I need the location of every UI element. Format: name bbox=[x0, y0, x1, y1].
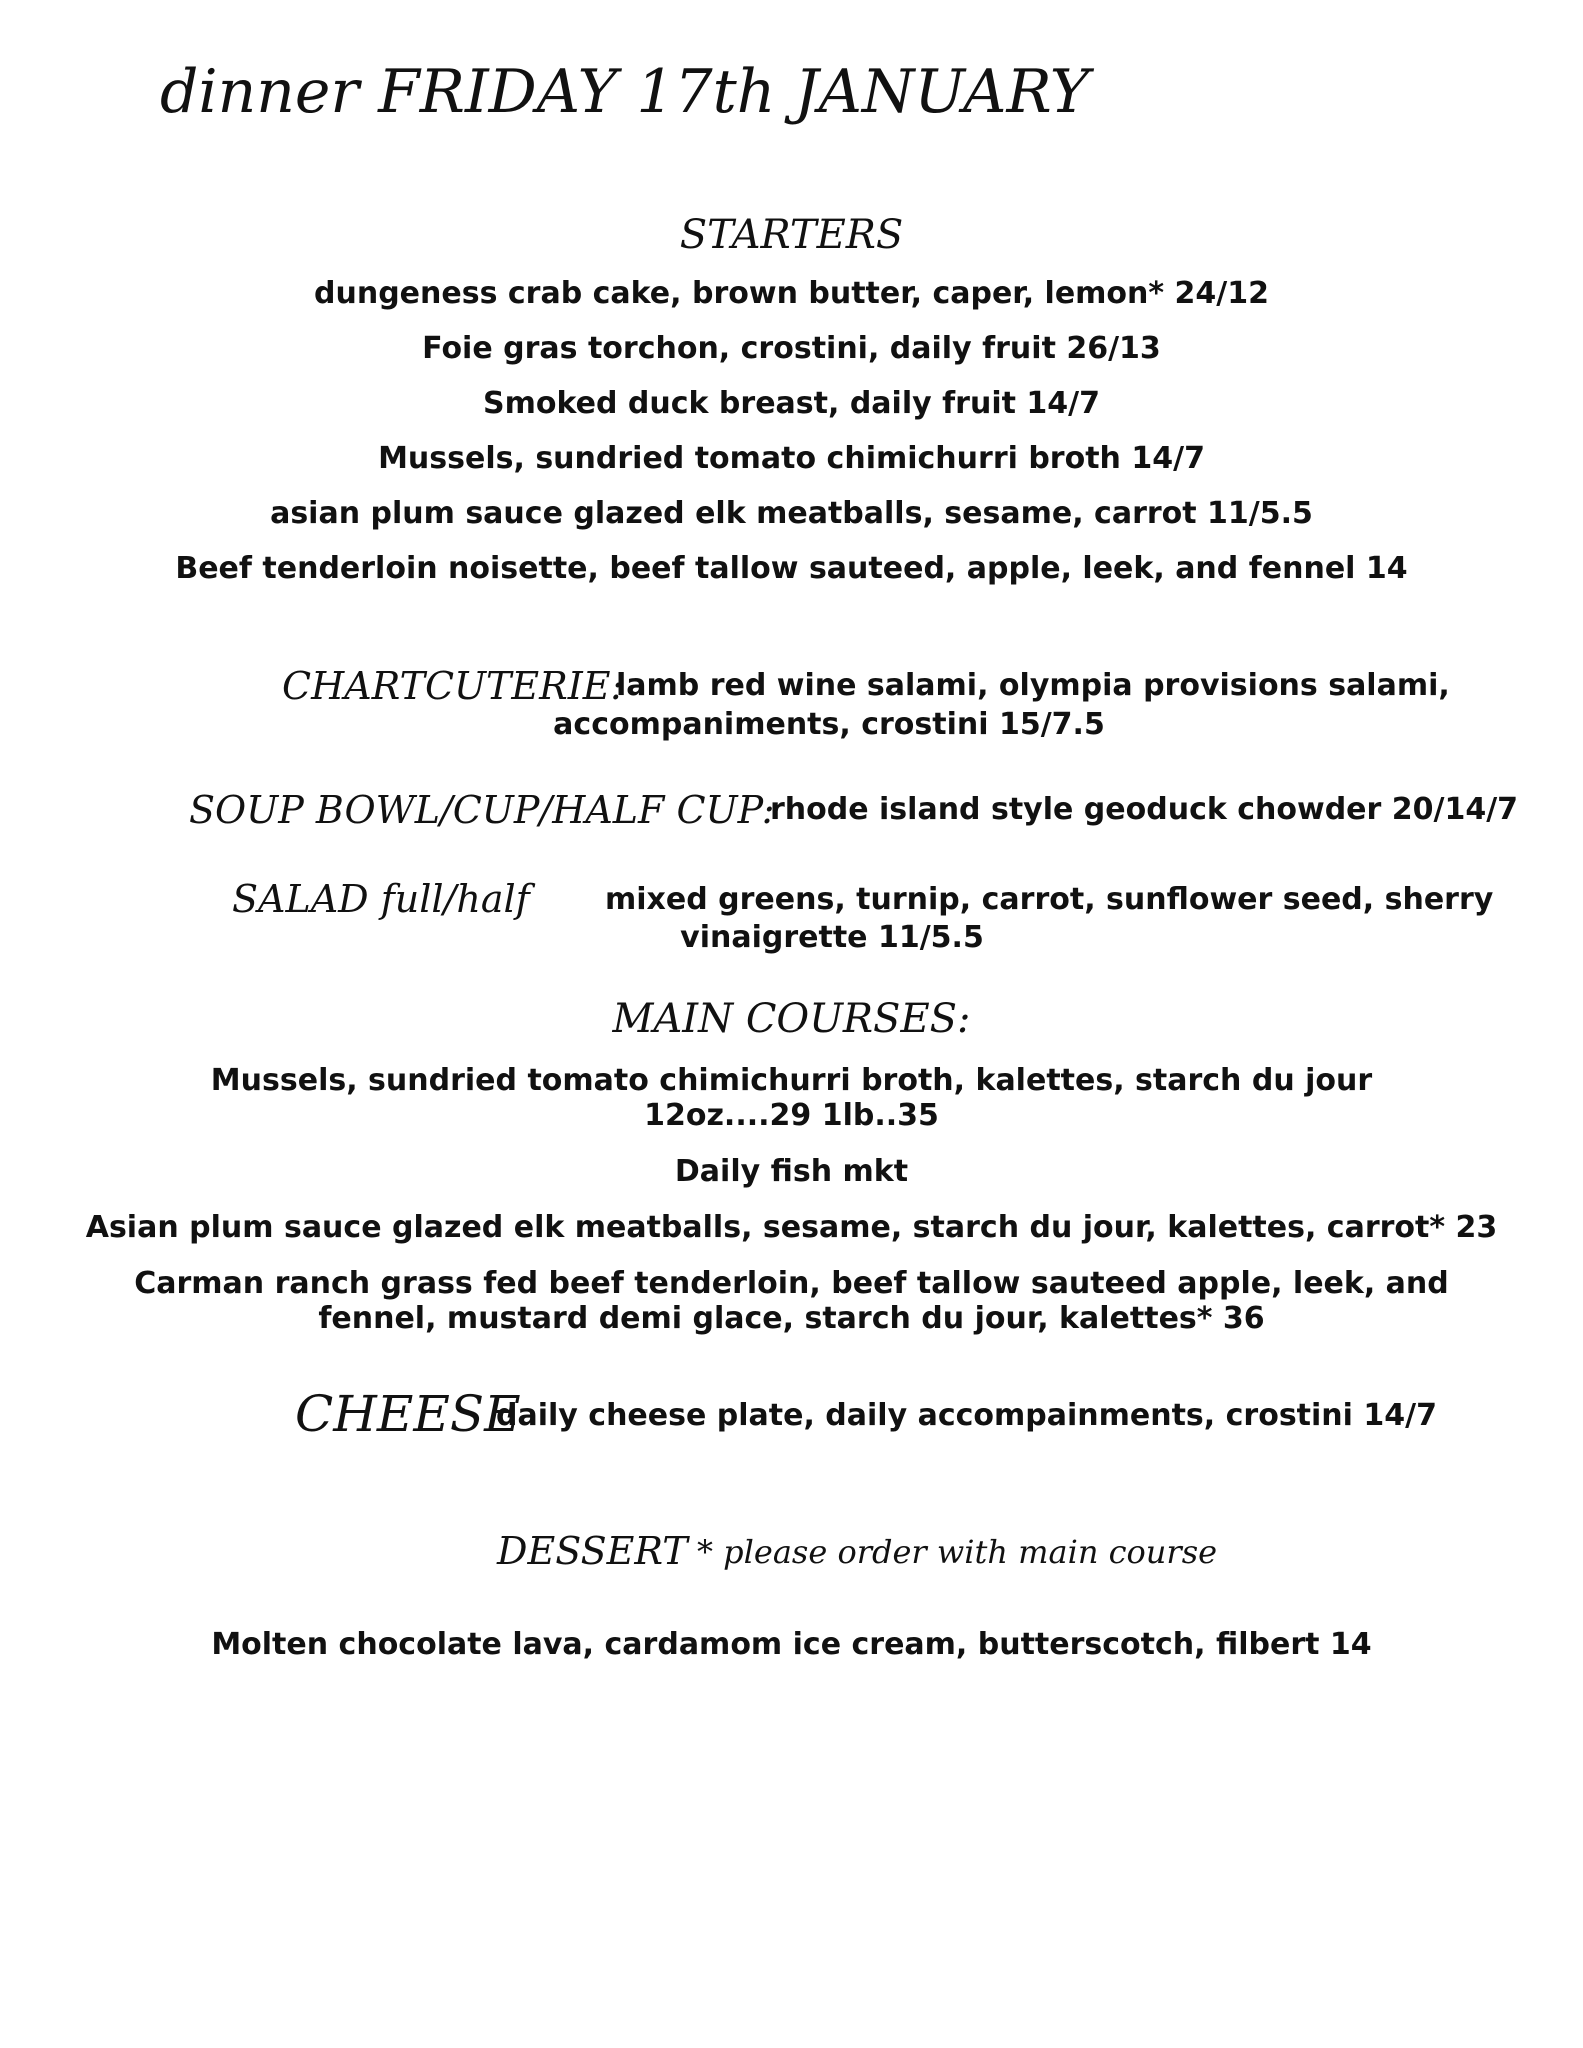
charcuterie-line: lamb red wine salami, olympia provisions salami, bbox=[616, 668, 1450, 703]
main-courses-heading: MAIN COURSES: bbox=[612, 996, 971, 1042]
starter-item: Mussels, sundried tomato chimichurri broth 14/7 bbox=[378, 441, 1205, 476]
soup-text: rhode island style geoduck chowder 20/14/7 bbox=[770, 792, 1519, 827]
dessert-note: * please order with main course bbox=[697, 1533, 1218, 1571]
main-item: Mussels, sundried tomato chimichurri broth, kalettes, starch du jour bbox=[210, 1063, 1373, 1098]
starter-item: dungeness crab cake, brown butter, caper, lemon* 24/12 bbox=[314, 276, 1269, 311]
dessert-heading: DESSERT bbox=[497, 1529, 688, 1573]
starters-heading: STARTERS bbox=[679, 212, 904, 258]
starter-item: Smoked duck breast, daily fruit 14/7 bbox=[483, 386, 1100, 421]
cheese-text: daily cheese plate, daily accompainments, crostini 14/7 bbox=[496, 1398, 1437, 1433]
main-item: Asian plum sauce glazed elk meatballs, sesame, starch du jour, kalettes, carrot* 23 bbox=[85, 1210, 1498, 1245]
charcuterie-heading: CHARTCUTERIE: bbox=[282, 664, 624, 708]
main-item-price: 12oz....29 1lb..35 bbox=[644, 1098, 939, 1133]
soup-heading: SOUP BOWL/CUP/HALF CUP: bbox=[189, 788, 775, 832]
starter-item: Beef tenderloin noisette, beef tallow sauteed, apple, leek, and fennel 14 bbox=[175, 551, 1408, 586]
menu-title: dinner FRIDAY 17th JANUARY bbox=[160, 57, 1090, 127]
charcuterie-line: accompaniments, crostini 15/7.5 bbox=[553, 707, 1105, 742]
salad-line: mixed greens, turnip, carrot, sunflower seed, sherry bbox=[605, 882, 1494, 917]
main-item: fennel, mustard demi glace, starch du jour, kalettes* 36 bbox=[318, 1301, 1265, 1336]
starter-item: asian plum sauce glazed elk meatballs, sesame, carrot 11/5.5 bbox=[270, 496, 1313, 531]
dessert-item: Molten chocolate lava, cardamom ice cream, butterscotch, filbert 14 bbox=[211, 1627, 1372, 1662]
starter-item: Foie gras torchon, crostini, daily fruit 26/13 bbox=[422, 331, 1161, 366]
salad-heading: SALAD full/half bbox=[232, 877, 530, 921]
main-item: Daily fish mkt bbox=[674, 1154, 909, 1189]
main-item: Carman ranch grass fed beef tenderloin, beef tallow sauteed apple, leek, and bbox=[134, 1266, 1449, 1301]
cheese-heading: CHEESE bbox=[295, 1385, 521, 1443]
salad-line: vinaigrette 11/5.5 bbox=[680, 920, 984, 955]
